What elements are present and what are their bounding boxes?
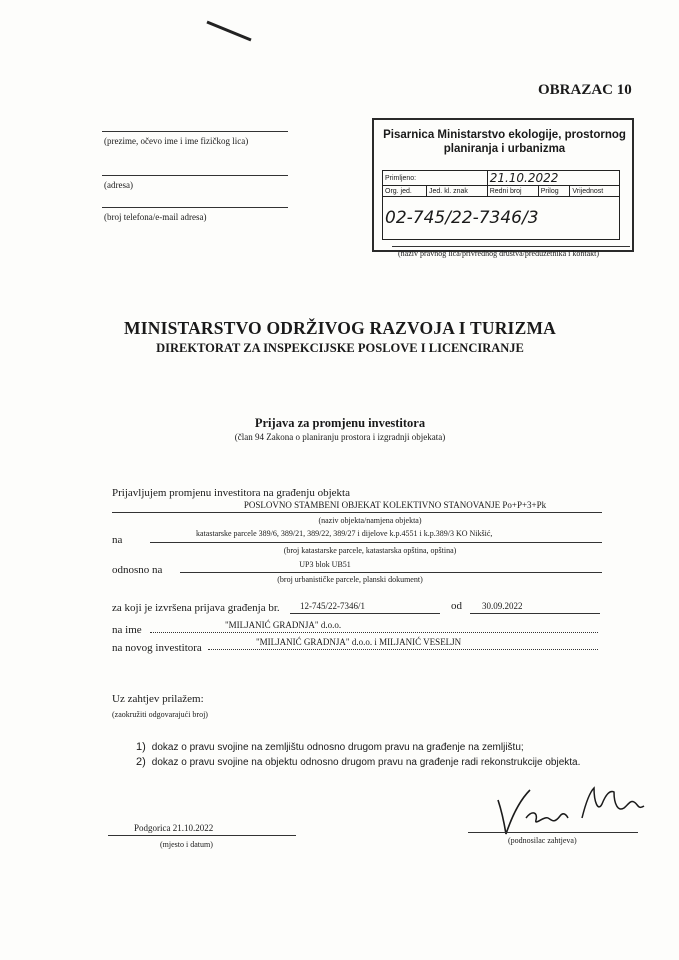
legal-entity-line	[392, 246, 630, 247]
stamp-received-label: Primljeno:	[383, 171, 488, 186]
attachment-num: 1)	[136, 741, 146, 753]
signature-line	[468, 832, 638, 833]
urban-line	[180, 572, 602, 573]
stamp-received-date: 21.10.2022	[487, 171, 619, 186]
ministry-heading: MINISTARSTVO ODRŽIVOG RAZVOJA I TURIZMA	[124, 318, 556, 338]
attachment-num: 2)	[136, 756, 146, 768]
applicant-address-line	[102, 175, 288, 176]
na-label: na	[112, 534, 123, 546]
attachment-text: dokaz o pravu svojine na objektu odnosno drugom pravu na građenje radi rekonstrukcije objekta.	[151, 757, 581, 768]
od-label: od	[451, 600, 462, 612]
object-value: POSLOVNO STAMBENI OBJEKAT KOLEKTIVNO STANOVANJE Po+P+3+Pk	[243, 500, 547, 510]
stamp-col-prilog: Prilog	[538, 186, 570, 197]
odnosno-label: odnosno na	[112, 564, 163, 576]
scan-mark	[205, 18, 255, 48]
stamp-col-jed: Jed. kl. znak	[427, 186, 488, 197]
form-subtitle: (član 94 Zakona o planiranju prostora i izgradnji objekata)	[234, 432, 446, 442]
form-code: OBRAZAC 10	[538, 82, 632, 98]
stamp-col-vrijednost: Vrijednost	[570, 186, 620, 197]
stamp-title-line2: planiranja i urbanizma	[443, 143, 566, 155]
attachments-heading: Uz zahtjev prilažem:	[112, 693, 204, 705]
place-date-label: (mjesto i datum)	[160, 840, 213, 849]
urban-value: UP3 blok UB51	[299, 560, 351, 569]
attachments-note: (zaokružiti odgovarajući broj)	[112, 710, 208, 719]
new-investor-label: na novog investitora	[112, 642, 202, 654]
prijava-number-line	[290, 613, 440, 614]
na-ime-line	[150, 632, 598, 633]
parcels-label: (broj katastarske parcele, katastarska opština, opština)	[283, 546, 457, 555]
registry-stamp	[372, 118, 634, 252]
directorate-heading: DIREKTORAT ZA INSPEKCIJSKE POSLOVE I LICENCIRANJE	[156, 341, 524, 355]
stamp-col-org: Org. jed.	[383, 186, 427, 197]
na-ime-value: "MILJANIĆ GRADNJA" d.o.o.	[225, 620, 342, 630]
stamp-title-line1: Pisarnica Ministarstvo ekologije, prostornog	[383, 129, 626, 141]
signature-image	[490, 782, 660, 842]
place-date-line	[108, 835, 296, 836]
applicant-address-label: (adresa)	[104, 180, 133, 190]
stamp-col-redni: Redni broj	[487, 186, 538, 197]
place-date-value: Podgorica 21.10.2022	[134, 823, 214, 833]
form-title: Prijava za promjenu investitora	[254, 416, 426, 430]
attachment-item	[136, 756, 580, 768]
parcels-line	[150, 542, 602, 543]
prijava-date: 30.09.2022	[482, 601, 523, 611]
new-investor-value: "MILJANIĆ GRADNJA" d.o.o. i MILJANIĆ VESELJN	[256, 637, 462, 647]
object-line	[112, 512, 602, 513]
prijava-date-line	[470, 613, 600, 614]
prijava-number: 12-745/22-7346/1	[300, 601, 365, 611]
applicant-phone-line	[102, 207, 288, 208]
signer-label: (podnosilac zahtjeva)	[508, 836, 577, 845]
na-ime-label: na ime	[112, 624, 142, 636]
parcels-value: katastarske parcele 389/6, 389/21, 389/22, 389/27 i dijelove k.p.4551 i k.p.389/3 KO Nikšić,	[196, 529, 493, 538]
attachment-item	[136, 741, 524, 753]
applicant-name-label: (prezime, očevo ime i ime fizičkog lica)	[104, 136, 249, 146]
applicant-name-line	[102, 131, 288, 132]
legal-entity-label: (naziv pravnog lica/privrednog društva/preduzetnika i kontakt)	[398, 249, 600, 258]
intro-text: Prijavljujem promjenu investitora na građenju objekta	[112, 487, 350, 499]
prijava-text: za koji je izvršena prijava građenja br.	[112, 602, 280, 614]
new-investor-line	[208, 649, 598, 650]
object-label: (naziv objekta/namjena objekta)	[318, 516, 422, 525]
applicant-phone-label: (broj telefona/e-mail adresa)	[104, 212, 207, 222]
stamp-reference: 02-745/22-7346/3	[383, 197, 620, 240]
stamp-grid	[382, 170, 620, 240]
attachment-text: dokaz o pravu svojine na zemljištu odnosno drugom pravu na građenje na zemljištu;	[151, 742, 524, 753]
urban-label: (broj urbanističke parcele, planski dokument)	[277, 575, 423, 584]
